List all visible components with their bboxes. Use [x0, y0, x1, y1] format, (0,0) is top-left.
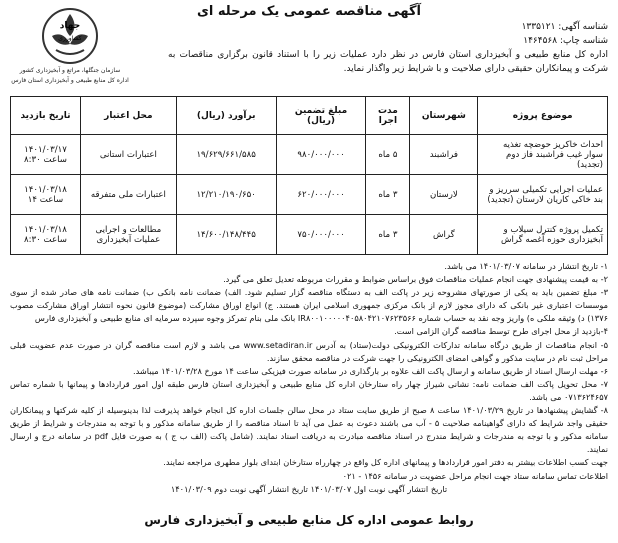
note-item: ۲- به قیمت پیشنهادی جهت انجام عملیات مناقصات فوق براساس ضوابط و مقررات مربوطه تعدیل تعلق می گیرد.: [223, 274, 608, 285]
table-header-row: [11, 97, 608, 135]
header-estimate: برآورد (ریال): [176, 97, 276, 135]
table-row: [11, 215, 608, 255]
cell-visit: [11, 175, 81, 215]
cell-subject: احداث خاکریز حوضچه تغذیه سوار غیب فراشبند فاز دوم (تجدید): [478, 135, 608, 175]
cell-duration: ۵ ماه: [366, 135, 410, 175]
cell-estimate: ۱۹/۶۲۹/۶۶۱/۵۸۵: [176, 135, 276, 175]
visit-date: ۱۴۰۱/۰۳/۱۷: [24, 144, 67, 155]
visit-time: ساعت ۱۴: [27, 194, 64, 205]
visit-time: ساعت ۸:۳۰: [24, 154, 67, 165]
cell-city: فراشبند: [410, 135, 478, 175]
conditions-list: [10, 260, 608, 496]
cell-guarantee: ۹۸۰/۰۰۰/۰۰۰: [276, 135, 366, 175]
note-item: ۷- محل تحویل پاکت الف ضمانت نامه: نشانی شیراز چهار راه ستارخان اداره کل منابع طبیعی و آبخیزداری استان فارس طبقه اول امور قراردادها و پیمانها با شماره تماس ۰۷۱۳۶۲۴۶۵۷ می باشد.: [10, 378, 608, 402]
cell-duration: ۳ ماه: [366, 175, 410, 215]
note-item: اطلاعات تماس سامانه ستاد جهت انجام مراحل عضویت در سامانه ۱۴۵۶ - ۰۲۱: [342, 470, 608, 481]
note-item: ۳- مبلغ تضمین باید به یکی از صورتهای مشروحه زیر در پاکت الف به دستگاه مناقصه گزار تسلیم شود. الف) ضمانت نامه بانکی ب) ضمانت نامه های صادر شده از سوی موسسات اعتباری غیر بانکی که دارای مجوز لازم از بانک مرکزی جمهوری اسلامی ایران هستند. ج) انواع اوراق مشارکت (موضوع قانون نحوه انتشار اوراق مشارکت مصوب ۱۳۷۶) د) وثیقه ملکی ه) واریز وجه نقد به حساب شماره IR۸۰۰۱۰۰۰۰۰۴۰۵۸۰۴۲۱۰۷۶۲۳۵۶۶ بانک ملی بنام تمرکز وجوه سپرده سرمایه ای منابع طبیعی و آبخیزداری فارس: [10, 287, 608, 324]
cell-credit: مطالعات و اجرایی عملیات آبخیزداری: [80, 215, 176, 255]
cell-subject: تکمیل پروژه کنترل سیلاب و آبخیزداری حوزه آغصه گراش: [478, 215, 608, 255]
print-id: شناسه چاپ: ۱۴۶۴۵۶۸: [523, 36, 608, 46]
header-city: شهرستان: [410, 97, 478, 135]
header-duration: مدت اجرا: [366, 97, 410, 135]
logo-org-text: [6, 66, 134, 86]
logo-org-line-1: سازمان جنگلها، مراتع و آبخیزداری کشور: [19, 67, 121, 74]
note-item: تاریخ انتشار آگهی نوبت اول ۱۴۰۱/۰۳/۰۷ تاریخ انتشار آگهی نوبت دوم ۱۴۰۱/۰۳/۰۹: [170, 483, 448, 494]
cell-estimate: ۱۴/۶۰۰/۱۴۸/۴۴۵: [176, 215, 276, 255]
cell-city: لارستان: [410, 175, 478, 215]
table-row: [11, 135, 608, 175]
header-guarantee: مبلغ تضمین (ریال): [276, 97, 366, 135]
notice-id: شناسه آگهی: ۱۳۳۵۱۲۱: [521, 22, 608, 32]
note-item: ۸- گشایش پیشنهادها در تاریخ ۱۴۰۱/۰۳/۲۹ ساعت ۸ صبح از طریق سایت ستاد در محل سالن جلسات اداره کل انجام خواهد پذیرفت لذا بدینوسیله از کلیه شرکتها و پیمانکاران حقیقی واجد شرایط که دارای گواهینامه صلاحیت ۵ - آب می باشند دعوت به عمل می آید تا اسناد مناقصه را از طریق سامانه مذکور و با توجه به مندرجات و شرایط از طریق سامانه مذکور و با توجه به مندرجات و شرایط مندرج در اسناد مناقصه مبادرت به دریافت اسناد نمایند. (شامل پاکت (الف ب ج ) به صورت فایل pdf در سامانه درج و ارسال نمایند.: [10, 405, 608, 455]
note-item: ۱- تاریخ انتشار در سامانه ۱۴۰۱/۰۳/۰۷ می باشد.: [444, 261, 608, 271]
note-item: ۴-بازدید از محل اجرای طرح توسط مناقصه گران الزامی است.: [394, 326, 608, 337]
cell-estimate: ۱۲/۲۱۰/۱۹۰/۶۵۰: [176, 175, 276, 215]
note-item: جهت کسب اطلاعات بیشتر به دفتر امور قراردادها و پیمانهای اداره کل واقع در چهارراه ستارخان ابتدای بلوار مطهری مراجعه نمایند.: [163, 457, 608, 468]
public-relations-footer: روابط عمومی اداره کل منابع طبیعی و آبخیزداری فارس: [144, 513, 474, 527]
cell-subject: عملیات اجرایی تکمیلی سرریز و بند خاکی کاریان لارستان (تجدید): [478, 175, 608, 215]
cell-visit: [11, 135, 81, 175]
cell-visit: [11, 215, 81, 255]
header-visit-date: تاریخ بازدید: [11, 97, 81, 135]
cell-duration: ۳ ماه: [366, 215, 410, 255]
cell-guarantee: ۶۲۰/۰۰۰/۰۰۰: [276, 175, 366, 215]
cell-city: گراش: [410, 215, 478, 255]
header-subject: موضوع پروژه: [478, 97, 608, 135]
note-item: ۶- مهلت ارسال اسناد از طریق سامانه و ارسال پاکت الف علاوه بر بارگذاری در سامانه صورت فیزیکی ساعت ۱۴ مورخ ۱۴۰۱/۰۳/۲۸ میباشد.: [133, 365, 608, 376]
visit-date: ۱۴۰۱/۰۳/۱۸: [24, 184, 67, 195]
cell-guarantee: ۷۵۰/۰۰۰/۰۰۰: [276, 215, 366, 255]
logo-subword: کشاورزی: [58, 35, 82, 42]
tender-table: [10, 96, 608, 255]
intro-paragraph: اداره کل منابع طبیعی و آبخیزداری استان فارس در نظر دارد عملیات زیر را با استناد قانون برگزاری مناقصات به شرکت و پیمانکاران حقیقی دارای صلاحیت و با شرایط زیر واگذار نماید.: [168, 50, 608, 74]
header-credit: محل اعتبار: [80, 97, 176, 135]
cell-credit: اعتبارات استانی: [80, 135, 176, 175]
table-row: [11, 175, 608, 215]
logo-word: جهاد: [59, 21, 81, 31]
notice-title: آگهی مناقصه عمومی یک مرحله ای: [196, 4, 422, 19]
note-item: ۵- انجام مناقصات از طریق درگاه سامانه تدارکات الکترونیکی دولت(ستاد) به آدرس www.setadiran.ir می باشد و لازم است مناقصه گران در صورت عدم عضویت قبلی مراحل ثبت نام در سایت مذکور و گواهی امضای الکترونیکی را جهت شرکت در مناقصه محقق سازند.: [10, 339, 608, 363]
cell-credit: اعتبارات ملی متفرقه: [80, 175, 176, 215]
visit-date: ۱۴۰۱/۰۳/۱۸: [24, 224, 67, 235]
logo-org-line-2: اداره کل منابع طبیعی و آبخیزداری استان فارس: [11, 77, 129, 84]
visit-time: ساعت ۸:۳۰: [24, 234, 67, 245]
